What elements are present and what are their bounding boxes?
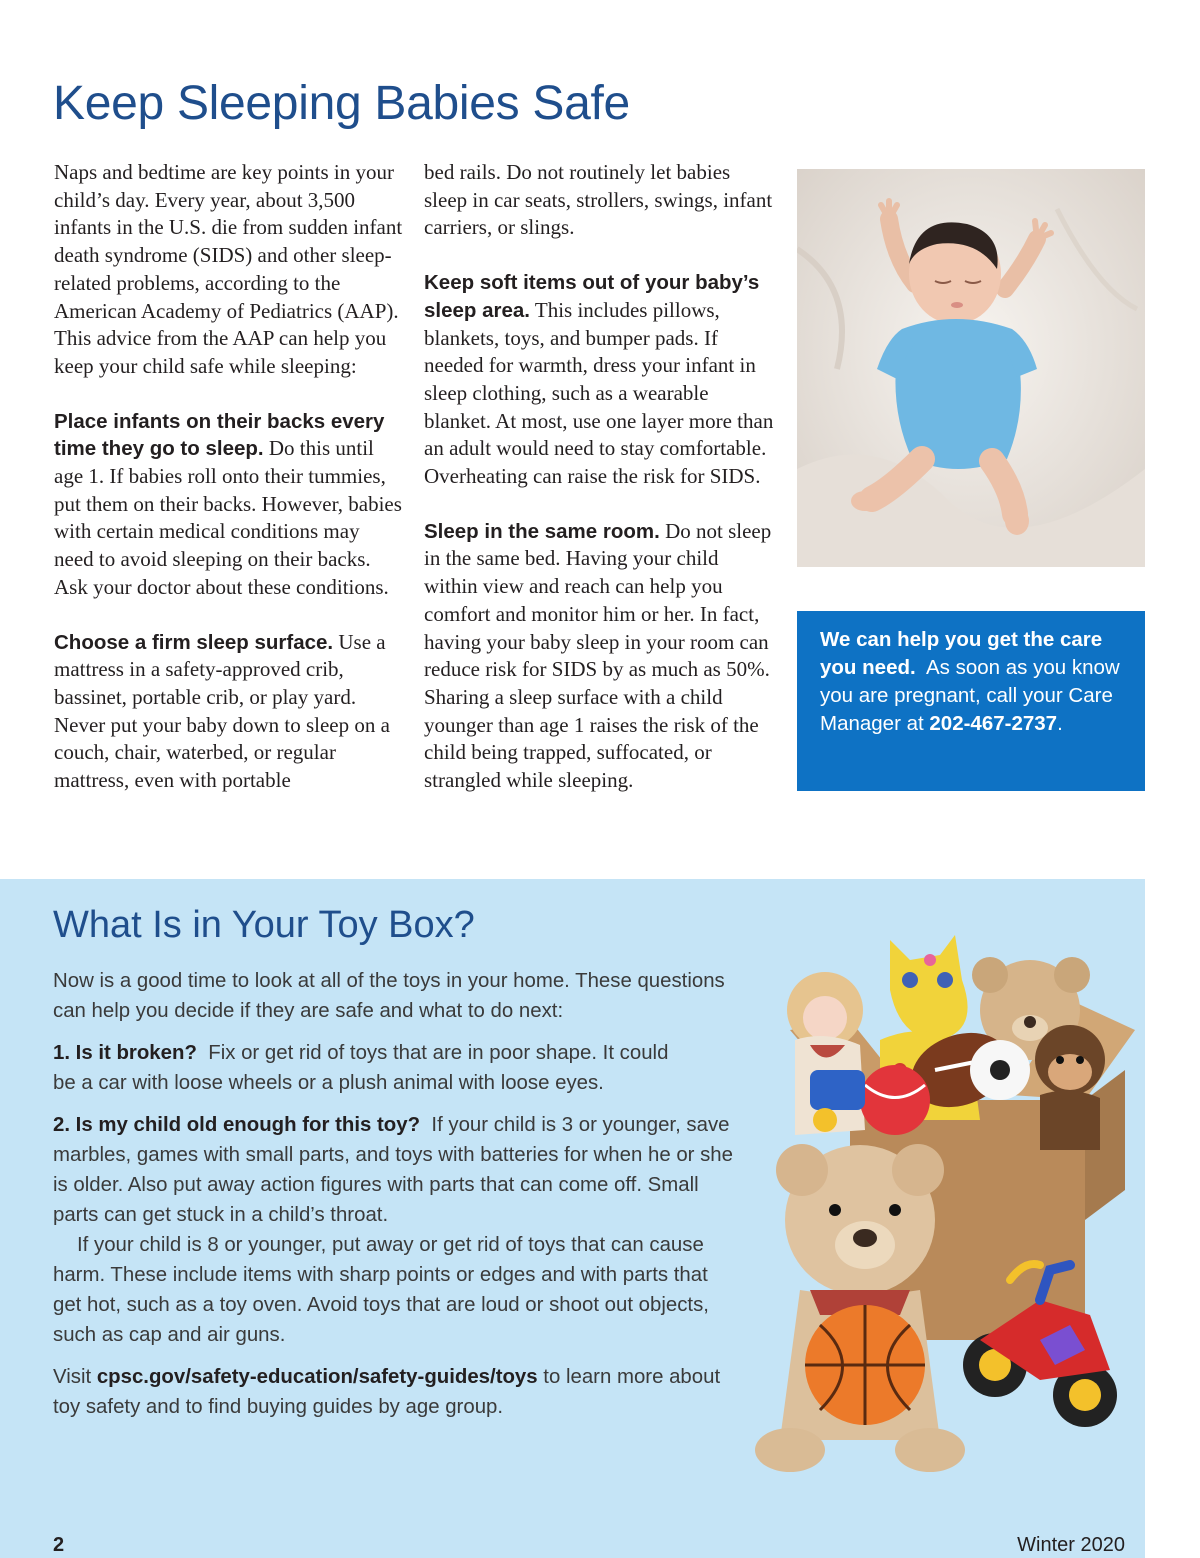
toy-article-body (53, 966, 733, 1422)
article-column-2-content (424, 159, 774, 879)
question-2-heading: 2. Is my child old enough for this toy? (53, 1114, 421, 1136)
issue-date: Winter 2020 (1017, 1534, 1125, 1556)
toy-intro: Now is a good time to look at all of the toys in your home. These questions can help you decide if they are safe and what to do next: (53, 970, 725, 1022)
intro-paragraph: Naps and bedtime are key points in your child’s day. Every year, about 3,500 infants in the U.S. die from sudden infant death syndrome (SIDS) and other sleep-related problems, according to the American Academy of Pediatrics (AAP). This advice from the AAP can help you keep your child safe while sleeping: (54, 160, 403, 378)
cpsc-link[interactable]: cpsc.gov/safety-education/safety-guides/toys (96, 1366, 538, 1388)
tip-body: Use a mattress in a safety-approved crib, bassinet, portable crib, or play yard. Never put your baby down to sleep on a couch, chair, waterbed, or regular mattress, even with portable (54, 629, 390, 793)
visit-prefix: Visit (53, 1366, 92, 1388)
tip-body: Do not sleep in the same bed. Having your child within view and reach can help you comfort and monitor him or her. In fact, having your baby sleep in your room can reduce risk for SIDS by as much as 50%. Sharing a sleep surface with a child younger than age 1 raises the risk of the child being trapped, suffocated, or strangled while sleeping. (424, 518, 772, 793)
callout-body: As soon as you know you are pregnant, call your Care Manager at (820, 656, 1120, 735)
tip-heading: Sleep in the same room. (424, 519, 660, 543)
tip-body: Do this until age 1. If babies roll onto their tummies, put them on their backs. However, babies with certain medical conditions may need to avoid sleeping on their backs. Ask your doctor about these conditions. (54, 436, 402, 599)
visit-suffix: to learn more about toy safety and to find buying guides by age group. (53, 1366, 721, 1418)
tip-body-continued: bed rails. Do not routinely let babies sleep in car seats, strollers, swings, infant carriers, or slings. (424, 160, 773, 240)
callout-heading: We can help you get the care you need. (820, 628, 1103, 679)
page-number: 2 (53, 1534, 65, 1556)
callout-end: . (1057, 712, 1063, 735)
care-manager-phone[interactable]: 202-467-2737 (929, 712, 1058, 735)
question-1 (53, 1038, 673, 1098)
tip-paragraph (54, 629, 404, 795)
toys-in-box-photo (740, 920, 1140, 1480)
tip-heading: Place infants on their backs every time they go to sleep. (54, 409, 385, 461)
sleeping-baby-photo (797, 169, 1145, 567)
article-column-1 (54, 159, 404, 795)
question-1-body: Fix or get rid of toys that are in poor shape. It could be a car with loose wheels or a plush animal with loose eyes. (53, 1042, 669, 1094)
care-manager-callout (797, 611, 1145, 791)
tip-body: This includes pillows, blankets, toys, and bumper pads. If needed for warmth, dress your infant in sleep clothing, such as a wearable blanket. At most, use one layer more than an adult would need to stay comfortable. Overheating can raise the risk for SIDS. (424, 297, 774, 489)
question-1-heading: 1. Is it broken? (53, 1042, 197, 1064)
tip-heading: Choose a firm sleep surface. (54, 630, 334, 654)
tip-heading: Keep soft items out of your baby’s sleep area. (424, 271, 760, 322)
visit-paragraph (53, 1362, 733, 1422)
article-title: Keep Sleeping Babies Safe (53, 77, 630, 130)
tip-paragraph (54, 408, 404, 602)
toy-article-title: What Is in Your Toy Box? (53, 904, 475, 946)
question-2-body: If your child is 3 or younger, save marbles, games with small parts, and toys with batteries for when he or she is older. Also put away action figures with parts that can come off. Small parts can get stuck in a child’s throat. (53, 1114, 733, 1226)
question-2 (53, 1110, 733, 1230)
question-2-followup: If your child is 8 or younger, put away or get rid of toys that can cause harm. These include items with sharp points or edges and with parts that get hot, such as a toy oven. Avoid toys that are loud or shoot out objects, such as cap and air guns. (53, 1234, 709, 1346)
